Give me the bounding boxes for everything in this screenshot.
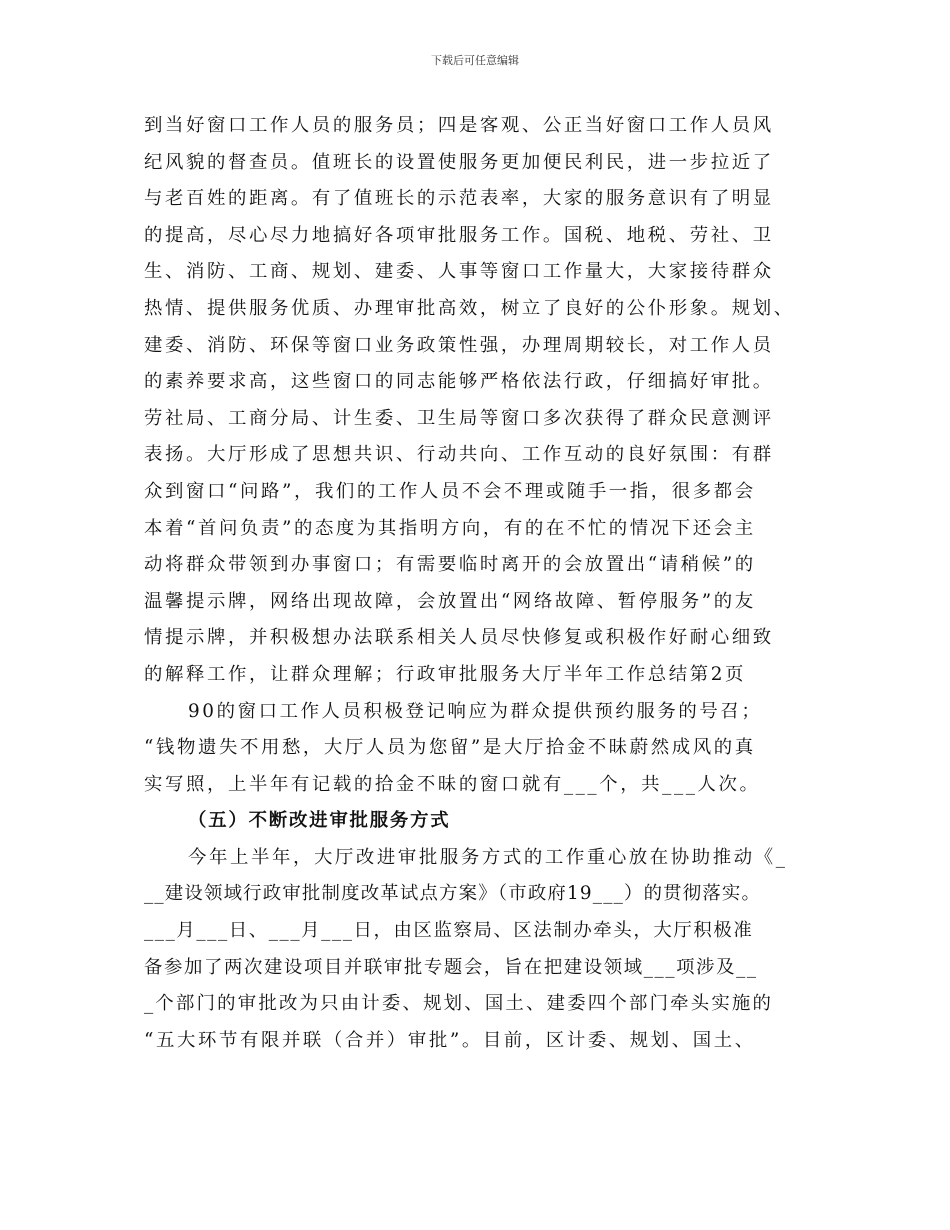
text-line: 建委、消防、环保等窗口业务政策性强，办理周期较长，对工作人员 — [144, 334, 774, 356]
section-heading: （五）不断改进审批服务方式 — [188, 810, 451, 832]
text-line: 温馨提示牌，网络出现故障，会放置出“网络故障、暂停服务”的友 — [144, 590, 756, 612]
text-line: 的提高，尽心尽力地搞好各项审批服务工作。国税、地税、劳社、卫 — [144, 224, 774, 246]
text-line: 本着“首问负责”的态度为其指明方向，有的在不忙的情况下还会主 — [144, 517, 756, 539]
text-line: __建设领域行政审批制度改革试点方案》（市政府19___）的贯彻落实。 — [144, 883, 762, 905]
paragraph-start-line: 今年上半年，大厅改进审批服务方式的工作重心放在协助推动《_ — [188, 846, 788, 868]
text-line: 实写照，上半年有记载的拾金不昧的窗口就有___个，共___人次。 — [144, 773, 761, 795]
text-line: 众到窗口“问路”，我们的工作人员不会不理或随手一指，很多都会 — [144, 480, 756, 502]
text-line: ___月___日、___月___日，由区监察局、区法制办牵头，大厅积极准 — [144, 920, 754, 942]
page-header: 下载后可任意编辑 — [431, 54, 519, 67]
document-body — [144, 108, 824, 1059]
paragraph-start-line: 90的窗口工作人员积极登记响应为群众提供预约服务的号召； — [188, 700, 763, 722]
text-line: _个部门的审批改为只由计委、规划、国土、建委四个部门牵头实施的 — [144, 993, 774, 1015]
text-line: 情提示牌，并积极想办法联系相关人员尽快修复或积极作好耐心细致 — [144, 627, 774, 649]
text-line: “钱物遗失不用愁，大厅人员为您留”是大厅拾金不昧蔚然成风的真 — [144, 737, 756, 759]
text-line: 备参加了两次建设项目并联审批专题会，旨在把建设领域___项涉及__ — [144, 956, 758, 978]
text-line: “五大环节有限并联（合并）审批”。目前，区计委、规划、国土、 — [144, 1029, 756, 1051]
text-line: 纪风貌的督查员。值班长的设置使服务更加便民利民，进一步拉近了 — [144, 151, 774, 173]
text-line: 到当好窗口工作人员的服务员；四是客观、公正当好窗口工作人员风 — [144, 115, 774, 136]
text-line: 热情、提供服务优质、办理审批高效，树立了良好的公仆形象。规划、 — [144, 297, 795, 319]
text-line: 劳社局、工商分局、计生委、卫生局等窗口多次获得了群众民意测评 — [144, 407, 774, 429]
text-line: 表扬。大厅形成了思想共识、行动共向、工作互动的良好氛围：有群 — [144, 444, 774, 466]
text-line: 生、消防、工商、规划、建委、人事等窗口工作量大，大家接待群众 — [144, 261, 774, 283]
text-line: 的解释工作，让群众理解；行政审批服务大厅半年工作总结第2页 — [144, 663, 747, 685]
text-line: 动将群众带领到办事窗口；有需要临时离开的会放置出“请稍候”的 — [144, 554, 756, 576]
text-line: 与老百姓的距离。有了值班长的示范表率，大家的服务意识有了明显 — [144, 188, 774, 210]
text-line: 的素养要求高，这些窗口的同志能够严格依法行政，仔细搞好审批。 — [144, 371, 774, 393]
